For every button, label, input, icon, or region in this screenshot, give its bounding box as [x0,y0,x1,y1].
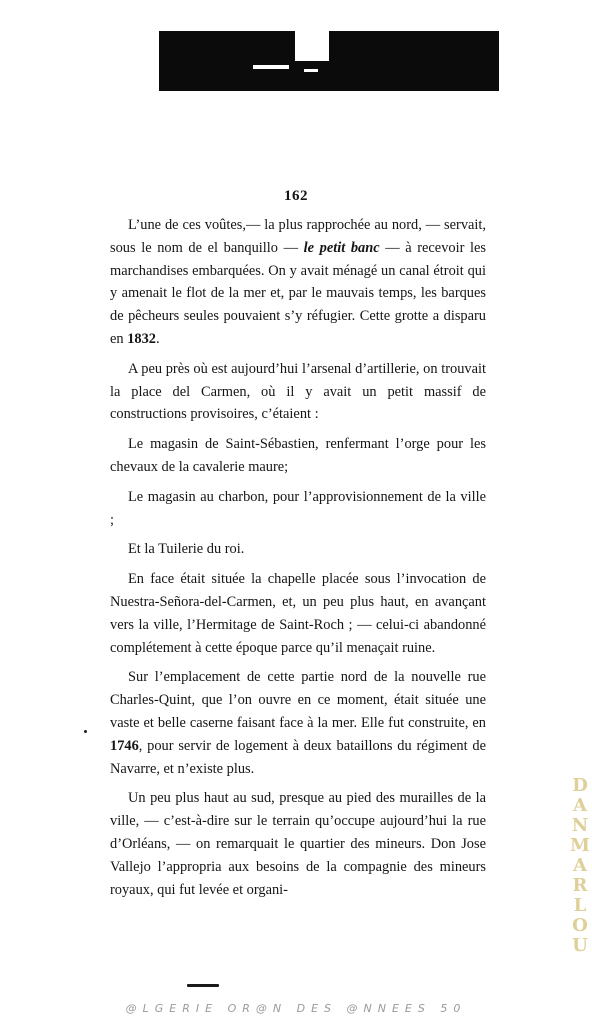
watermark-letter: U [572,935,588,956]
bar-slit [253,65,289,69]
page-number: 162 [284,188,308,204]
watermark-letter: L [573,895,587,916]
watermark-letter: O [572,915,588,936]
bar-dot [304,69,318,72]
watermark-letter: M [570,835,590,856]
side-watermark [568,776,592,956]
watermark-letter: R [572,875,588,896]
paragraph-5: Et la Tuilerie du roi. [128,541,245,558]
watermark-letter: N [571,815,589,836]
watermark-letter: D [572,775,588,796]
black-redaction-bar [159,31,499,91]
body-text [110,214,486,908]
paragraph-6: En face était située la chapelle placée sous l’invocation de Nuestra-Señora-del-Carmen, et, un peu plus haut, en avançant vers la ville, l’Hermitage de Saint-Roch ; — celui-ci abandonné complétement à cette époque parce qu’il menaçait ruine. [110,571,486,656]
bottom-ink-mark [187,984,219,987]
paragraph-2: A peu près où est aujourd’hui l’arsenal d’artillerie, on trouvait la place del Carmen, où il y avait un petit massif de constructions provisoires, c’étaient : [110,360,486,423]
watermark-letter: A [573,855,587,876]
paragraph-3: Le magasin de Saint-Sébastien, renfermant l’orge pour les chevaux de la cavalerie maure; [110,436,486,475]
paragraph-4: Le magasin au charbon, pour l’approvisionnement de la ville ; [110,488,486,528]
footer-watermark: @LGERIE OR@N DES @NNEES 50 [125,1002,467,1015]
paragraph-8: Un peu plus haut au sud, presque au pied des murailles de la ville, — c’est-à-dire sur le terrain qu’occupe aujourd’hui la rue d’Orléans, — on remarquait le quartier des mineurs. Don Jose Vallejo l’appropria aux besoins de la compagnie des mineurs royaux, qui fut levée et organi- [110,790,486,898]
watermark-letter: A [573,795,587,816]
paragraph-7: Sur l’emplacement de cette partie nord de la nouvelle rue Charles-Quint, que l’on ouvre en ce moment, était située une vaste et belle caserne faisant face à la mer. Elle fut construite, en 1746, pour servir de logement à deux bataillons du régiment de Navarre, et n’existe plus. [110,669,486,777]
bar-notch [295,31,329,61]
paragraph-1: L’une de ces voûtes,— la plus rapprochée au nord, — servait, sous le nom de el banquillo — le petit banc — à recevoir les marchandises embarquées. On y avait ménagé un canal étroit qui y amenait le flot de la mer et, par le mauvais temps, les barques de pêcheurs seules pouvaient s’y réfugier. Cette grotte a disparu en 1832. [110,217,486,347]
margin-dot [84,730,87,733]
